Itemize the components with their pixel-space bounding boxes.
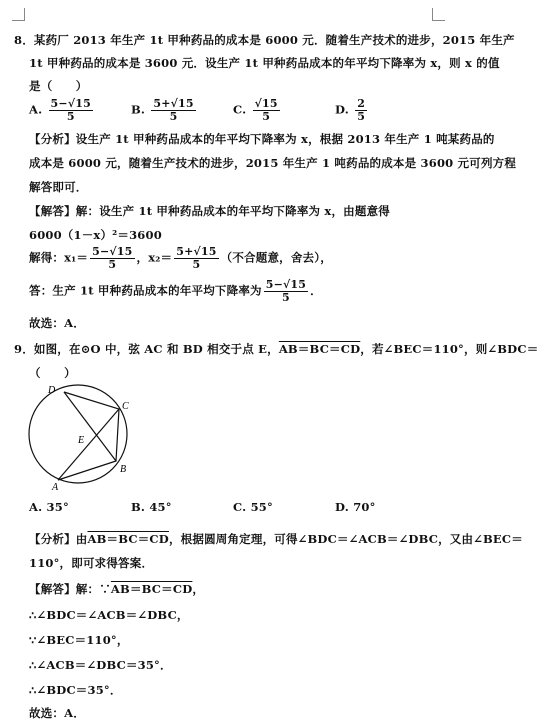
- chord-bd: [64, 392, 116, 461]
- q8-stem-line1: 8．某药厂 2013 年生产 1t 甲种药品的成本是 6000 元．随着生产技术的进步，2015 年生产: [14, 33, 515, 47]
- label-d: D: [48, 385, 56, 396]
- q8-analysis-line1: 【分析】设生产 1t 甲种药品成本的年平均下降率为 x，根据 2013 年生产 1 吨某药品的: [29, 132, 495, 146]
- option-fraction: $\frac{5+√15}{5}$: [153, 97, 194, 123]
- chord-path-dcba: [58, 392, 119, 480]
- q8-stem-line2: 1t 甲种药品的成本是 3600 元．设生产 1t 甲种药品成本的年平均下降率为 x，则 x 的值: [29, 56, 500, 70]
- root-1-fraction: $\frac{5-√15}{5}$: [92, 245, 133, 271]
- option-fraction: $\frac{√15}{5}$: [254, 97, 278, 123]
- q9-step-4: ∴∠BDC＝35°．: [29, 683, 122, 697]
- q8-analysis-line2: 成本是 6000 元，随着生产技术的进步，2015 年生产 1 吨药品的成本是 3600 元可列方程: [29, 156, 517, 170]
- q9-step-2: ∵∠BEC＝110°，: [29, 633, 129, 647]
- solution-label: 【解答】解：∵: [29, 582, 111, 596]
- answer-fraction: $\frac{5-√15}{5}$: [265, 278, 307, 304]
- option-fraction: $\frac{5-√15}{5}$: [50, 97, 91, 123]
- label-c: C: [122, 401, 129, 412]
- analysis-text: ，根据圆周角定理，可得∠BDC＝∠ACB＝∠DBC，又由∠BEC＝: [168, 532, 523, 546]
- q8-roots: [29, 246, 332, 271]
- root-2-fraction: $\frac{5+√15}{5}$: [176, 245, 217, 271]
- q9-stem-line2: （ ）: [29, 366, 76, 380]
- q9-analysis-line2: 110°，即可求得答案．: [29, 556, 154, 570]
- arc-equality: AB＝BC＝CD: [110, 582, 193, 596]
- option-letter: A.: [29, 102, 43, 117]
- analysis-label: 【分析】由: [29, 532, 88, 546]
- option-letter: B.: [131, 102, 146, 117]
- roots-prefix: 解得：x₁＝: [29, 250, 89, 265]
- q8-option-c: [233, 98, 282, 123]
- option-letter: D.: [335, 102, 349, 117]
- label-b: B: [120, 464, 127, 475]
- corner-mark-right: [432, 8, 445, 21]
- q8-option-d: [335, 98, 369, 123]
- q9-option-b: B. 45°: [131, 500, 172, 514]
- answer-suffix: ．: [310, 283, 322, 298]
- option-fraction: $\frac{2}{5}$: [357, 97, 366, 123]
- q9-solution-line1: 【解答】解：∵AB＝BC＝CD，: [29, 582, 205, 596]
- q9-step-3: ∴∠ACB＝∠DBC＝35°．: [29, 658, 172, 672]
- q8-stem-line3: 是（ ）: [29, 79, 88, 93]
- circle-o: [29, 385, 127, 483]
- q9-stem-text-2: ，若∠BEC＝110°，则∠BDC＝: [360, 342, 538, 356]
- arc-equality: AB＝BC＝CD: [278, 342, 361, 356]
- circle-diagram: [22, 382, 138, 492]
- option-letter: C.: [233, 102, 247, 117]
- corner-mark-left: [12, 8, 25, 21]
- q9-step-1: ∴∠BDC＝∠ACB＝∠DBC，: [29, 608, 189, 622]
- roots-mid: ，x₂＝: [136, 250, 173, 265]
- q9-option-a: A. 35°: [29, 500, 69, 514]
- q8-answer: [29, 279, 322, 304]
- q9-stem-line1: [14, 342, 538, 356]
- q8-equation: 6000（1－x）²＝3600: [29, 228, 162, 242]
- q9-final: 故选：A．: [29, 706, 85, 720]
- q8-option-a: [29, 98, 95, 123]
- q8-solution-line1: 【解答】解：设生产 1t 甲种药品成本的年平均下降率为 x，由题意得: [29, 204, 390, 218]
- q9-stem-text: 9．如图，在⊙O 中，弦 AC 和 BD 相交于点 E，: [14, 342, 279, 356]
- q8-analysis-line3: 解答即可．: [29, 180, 88, 194]
- q8-final: 故选：A．: [29, 316, 85, 330]
- roots-note: （不合题意，舍去），: [220, 250, 332, 265]
- answer-text: 答：生产 1t 甲种药品成本的年平均下降率为: [29, 283, 262, 298]
- q9-option-d: D. 70°: [335, 500, 376, 514]
- q9-option-c: C. 55°: [233, 500, 273, 514]
- q8-option-b: [131, 98, 198, 123]
- label-a: A: [52, 482, 59, 493]
- chord-ac: [58, 409, 119, 480]
- arc-equality: AB＝BC＝CD: [87, 532, 169, 546]
- label-e: E: [78, 435, 85, 446]
- q9-analysis-line1: [29, 532, 523, 546]
